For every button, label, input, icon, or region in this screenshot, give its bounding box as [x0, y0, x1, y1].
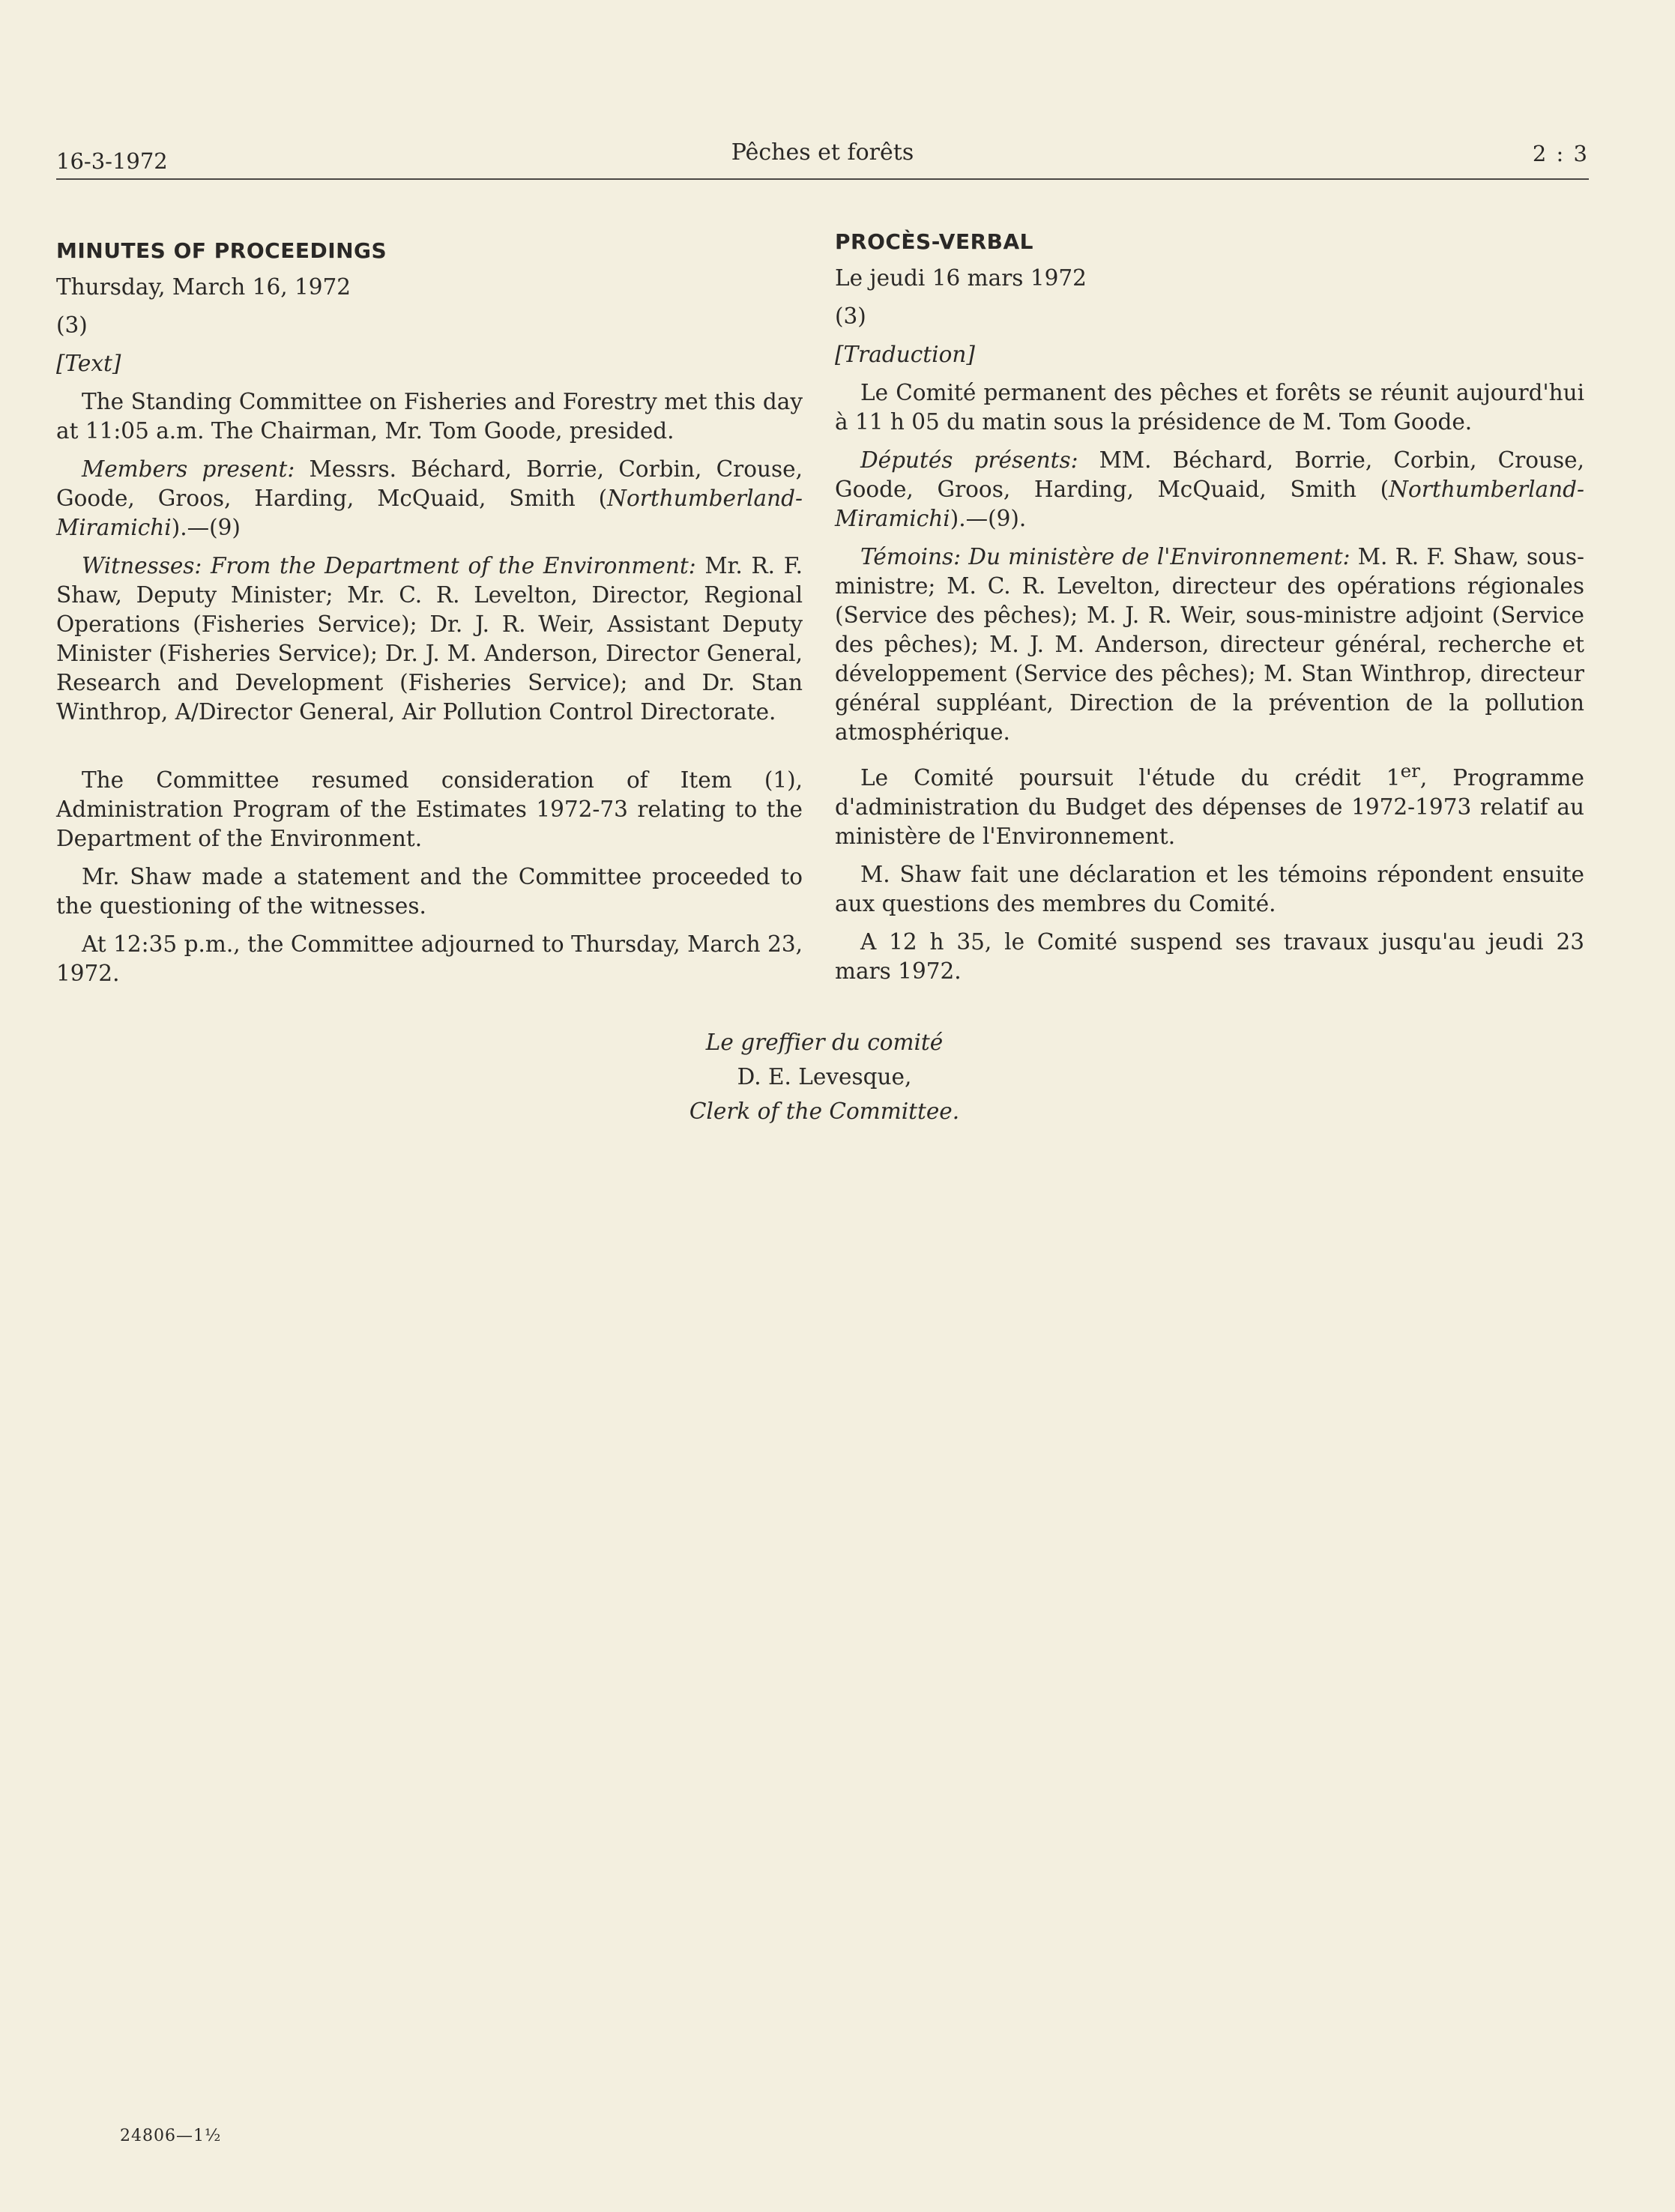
adjournment-paragraph: At 12:35 p.m., the Committee adjourned to Thursday, March 23, 1972.	[56, 931, 803, 986]
meeting-number: (3)	[56, 312, 88, 338]
text-tag: [Text]	[56, 351, 121, 376]
traduction-tag: [Traduction]	[835, 342, 975, 367]
minutes-heading: MINUTES OF PROCEEDINGS	[56, 238, 387, 263]
witnesses-list: Mr. R. F. Shaw, Deputy Minister; Mr. C. R. Levelton, Director, Regional Operations (Fisheries Service); Dr. J. R. Weir, Assistant Deputy Minister (Fisheries Service); Dr. J. M. Anderson, Director General, Research and Development (Fisheries Service); and Dr. Stan Winthrop, A/Director General, Air Pollution Control Directorate.	[56, 553, 803, 725]
witnesses-label-fr: Témoins: Du ministère de l'Environnement:	[860, 544, 1350, 569]
opening-paragraph: The Standing Committee on Fisheries and Forestry met this day at 11:05 a.m. The Chairman, Mr. Tom Goode, presided.	[56, 389, 803, 444]
clerk-name: D. E. Levesque,	[737, 1064, 912, 1090]
header-title: Pêches et forêts	[731, 139, 914, 166]
page-header	[56, 133, 1589, 180]
statement-paragraph-fr: M. Shaw fait une déclaration et les témoins répondent ensuite aux questions des membres du Comité.	[835, 861, 1584, 916]
statement-paragraph: Mr. Shaw made a statement and the Committee proceeded to the questioning of the witnesses.	[56, 864, 803, 919]
witnesses-list-fr: M. R. F. Shaw, sous-ministre; M. C. R. Levelton, directeur des opérations régionales (Service des pêches); M. J. R. Weir, sous-ministre adjoint (Service des pêches); M. J. M. Anderson, directeur général, recherche et développement (Service des pêches); M. Stan Winthrop, directeur général suppléant, Direction de la prévention de la pollution atmosphérique.	[835, 544, 1584, 745]
members-count: ).—(9)	[171, 515, 241, 540]
meeting-date-fr: Le jeudi 16 mars 1972	[835, 265, 1087, 291]
clerk-title-en: Clerk of the Committee.	[689, 1099, 960, 1124]
consideration-paragraph: The Committee resumed consideration of Item (1), Administration Program of the Estimates 1972-73 relating to the Department of the Environment.	[56, 767, 803, 851]
members-riding: Northumberland-Miramichi	[56, 486, 803, 540]
english-column	[56, 221, 803, 997]
header-date: 16-3-1972	[56, 148, 168, 174]
clerk-signature-block	[652, 1025, 997, 1128]
superscript-er: er	[1400, 760, 1420, 782]
french-column	[835, 221, 1584, 995]
members-list: Messrs. Béchard, Borrie, Corbin, Crouse, Goode, Groos, Harding, McQuaid, Smith (	[56, 456, 803, 511]
members-paragraph-fr	[835, 446, 1584, 534]
members-riding-fr: Northumberland-Miramichi	[835, 477, 1584, 531]
members-paragraph	[56, 455, 803, 543]
adjournment-paragraph-fr: A 12 h 35, le Comité suspend ses travaux jusqu'au jeudi 23 mars 1972.	[835, 928, 1584, 984]
members-label: Members present:	[82, 456, 295, 482]
header-page-number: 2 : 3	[1532, 141, 1589, 166]
witnesses-paragraph-fr	[835, 543, 1584, 747]
opening-paragraph-fr: Le Comité permanent des pêches et forêts se réunit aujourd'hui à 11 h 05 du matin sous la présidence de M. Tom Goode.	[835, 380, 1584, 435]
witnesses-paragraph	[56, 552, 803, 727]
members-label-fr: Députés présents:	[860, 447, 1078, 473]
meeting-number-fr: (3)	[835, 303, 866, 329]
proces-verbal-heading: PROCÈS-VERBAL	[835, 229, 1034, 254]
clerk-title-fr: Le greffier du comité	[705, 1030, 944, 1055]
meeting-date: Thursday, March 16, 1972	[56, 274, 351, 300]
consideration-paragraph-fr: Le Comité poursuit l'étude du crédit 1er, Programme d'administration du Budget des dépenses de 1972-1973 relatif au ministère de l'Environnement.	[835, 760, 1584, 849]
print-code: 24806—1½	[120, 2127, 222, 2145]
members-list-fr: MM. Béchard, Borrie, Corbin, Crouse, Goode, Groos, Harding, McQuaid, Smith (	[835, 447, 1585, 502]
members-count-fr: ).—(9).	[950, 506, 1027, 531]
witnesses-label: Witnesses: From the Department of the Environment:	[82, 553, 696, 578]
